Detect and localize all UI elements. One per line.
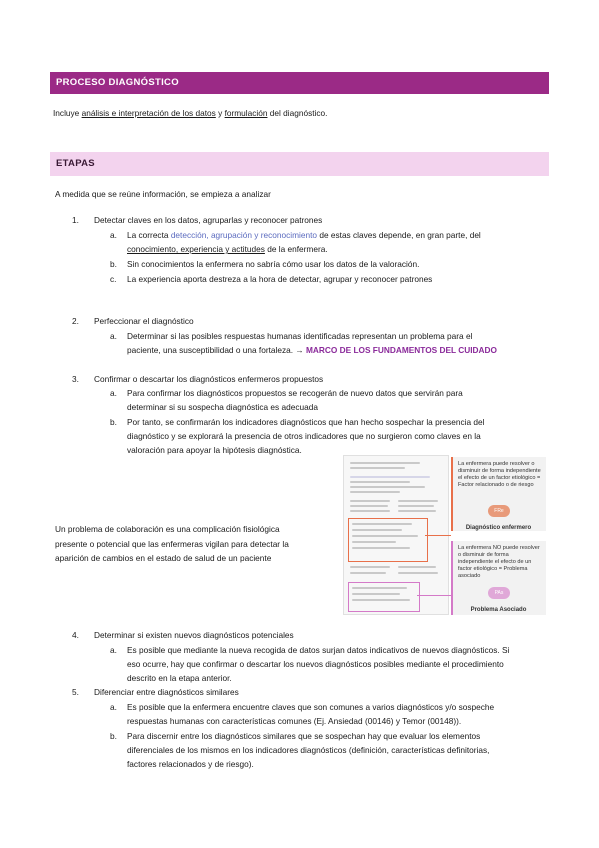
step-5a-line2: respuestas humanas con características comunes (Ej. Ansiedad (00146) y Temor (00148)).: [127, 716, 462, 726]
step-5b-line2: diferenciales de los mismos en los indicadores diagnósticos (definición, características definitorias,: [127, 745, 490, 755]
side-note: [55, 522, 340, 566]
step-4a-line2: eso ocurre, hay que confirmar o descartar los nuevos diagnósticos posibles mediante el procedimiento: [127, 659, 504, 669]
step-3a-line2: determinar si su sospecha diagnóstica es adecuada: [127, 402, 318, 412]
side-note-line1: Un problema de colaboración es una complicación fisiológica: [55, 524, 280, 534]
step-1a-line1: [127, 228, 547, 243]
nursing-diagnosis-label: Diagnóstico enfermero: [465, 525, 532, 531]
step-3a-line1: Para confirmar los diagnósticos propuestos se recogerán de nuevo datos que servirán para: [127, 388, 463, 398]
section-header-proceso-diagnostico: PROCESO DIAGNÓSTICO: [50, 72, 549, 94]
step-2-title: [72, 314, 194, 329]
step-1c-text: La experiencia aporta destreza a la hora de detectar, agrupar y reconocer patrones: [127, 274, 433, 284]
step-4-title: [72, 628, 294, 643]
intro-link-formulacion: formulación: [224, 108, 268, 118]
intro-mid: y: [215, 108, 225, 118]
step-4-text: Determinar si existen nuevos diagnósticos potenciales: [94, 630, 294, 640]
step-2a-marker: a.: [110, 331, 117, 341]
step-1a-line2-post: de la enfermera.: [264, 244, 328, 254]
step-1-text: Detectar claves en los datos, agruparlas y reconocer patrones: [94, 215, 323, 225]
step-1a-line2: [127, 242, 547, 257]
step-4a-line1: Es posible que mediante la nueva recogida de datos surjan datos indicativos de nuevos diagnósticos. Si: [127, 645, 510, 655]
intro-paragraph: [53, 106, 553, 121]
step-3b-marker: b.: [110, 417, 117, 427]
fre-pill: FRe: [488, 505, 510, 517]
section-header-etapas: ETAPAS: [50, 152, 549, 176]
step-5b-line1: Para discernir entre los diagnósticos similares que se sospechan hay que evaluar los elementos: [127, 731, 481, 741]
associated-problem-label: Problema Asociado: [470, 607, 527, 613]
diagnosis-figure: [343, 455, 546, 615]
step-1b-text: Sin conocimientos la enfermera no sabría cómo usar los datos de la valoración.: [127, 259, 420, 269]
step-5-number: 5.: [72, 687, 79, 697]
step-5a-marker: a.: [110, 702, 117, 712]
step-1b-marker: b.: [110, 259, 117, 269]
step-5-text: Diferenciar entre diagnósticos similares: [94, 687, 239, 697]
side-note-line3: aparición de cambios en el estado de salud de un paciente: [55, 553, 272, 563]
step-2-number: 2.: [72, 316, 79, 326]
nursing-diagnosis-text: La enfermera puede resolver o disminuir de forma independiente el efecto de un factor etiológico = Factor relacionado o de riesgo: [458, 461, 541, 488]
step-3b-line2: diagnóstico y se explorará la presencia de otros indicadores que no surgieron como claves en la: [127, 431, 481, 441]
step-2a-line1: Determinar si las posibles respuestas humanas identificadas representan un problema para el: [127, 331, 473, 341]
pas-pill: PAs: [488, 587, 510, 599]
step-4a-marker: a.: [110, 645, 117, 655]
arrow-connector-1: [425, 535, 451, 536]
step-3b-line1: Por tanto, se confirmarán los indicadores diagnósticos que han hecho sospechar la presencia del: [127, 417, 485, 427]
associated-problem-text: La enfermera NO puede resolver o disminuir de forma independiente el efecto de un factor etiológico = Problema asociado: [458, 545, 540, 579]
step-3-title: [72, 372, 323, 387]
step-3b-line3: valoración para apoyar la hipótesis diagnóstica.: [127, 445, 302, 455]
step-1-number: 1.: [72, 215, 79, 225]
step-1a-link: conocimiento, experiencia y actitudes: [127, 244, 265, 254]
step-5b-marker: b.: [110, 731, 117, 741]
step-5-title: [72, 685, 239, 700]
step-3-text: Confirmar o descartar los diagnósticos enfermeros propuestos: [94, 374, 324, 384]
step-5b-line3: factores relacionados y de riesgo).: [127, 759, 254, 769]
step-5a-line1: Es posible que la enfermera encuentre claves que son comunes a varios diagnósticos y/o sospeche: [127, 702, 495, 712]
step-3a-marker: a.: [110, 388, 117, 398]
step-2a-line2-text: paciente, una susceptibilidad o una fortaleza. →: [127, 345, 306, 355]
step-4-number: 4.: [72, 630, 79, 640]
arrow-connector-2: [417, 595, 451, 596]
nursing-diagnosis-box: [451, 457, 546, 531]
step-3-number: 3.: [72, 374, 79, 384]
etapas-intro: A medida que se reúne información, se empieza a analizar: [55, 189, 271, 199]
side-note-line2: presente o potencial que las enfermeras vigilan para detectar la: [55, 538, 289, 549]
step-1a-highlight: detección, agrupación y reconocimiento: [170, 230, 318, 240]
step-1c-marker: c.: [110, 274, 117, 284]
step-1a-post: de estas claves depende, en gran parte, del: [317, 230, 481, 240]
intro-prefix: Incluye: [53, 108, 82, 118]
step-2-text: Perfeccionar el diagnóstico: [94, 316, 194, 326]
step-2a-line2: [127, 343, 547, 358]
step-1a-pre: La correcta: [127, 230, 171, 240]
intro-suffix: del diagnóstico.: [267, 108, 328, 118]
step-2a-highlight: MARCO DE LOS FUNDAMENTOS DEL CUIDADO: [305, 345, 497, 355]
step-1-title: [72, 213, 322, 228]
step-4a-line3: descrito en la etapa anterior.: [127, 673, 232, 683]
intro-link-analisis: análisis e interpretación de los datos: [81, 108, 216, 118]
step-1a-marker: a.: [110, 230, 117, 240]
